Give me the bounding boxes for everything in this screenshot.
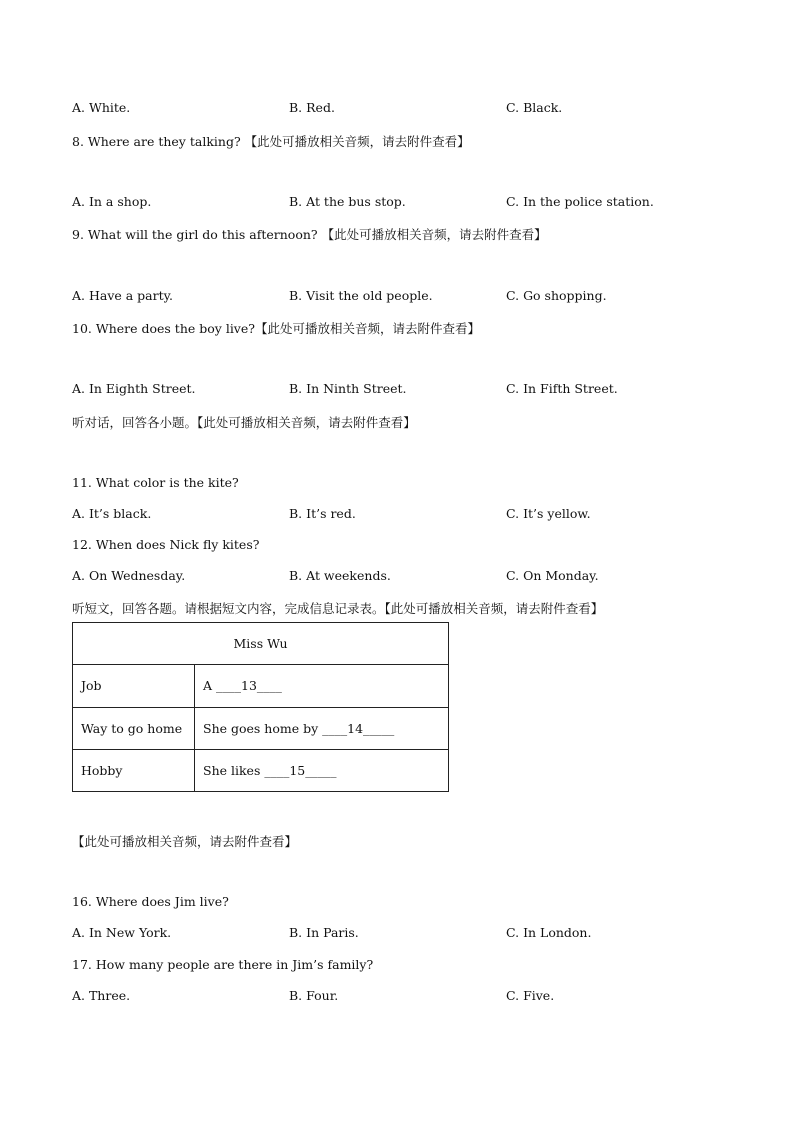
table-value-job: A ____13____: [195, 665, 449, 707]
q17-option-c: C. Five.: [506, 988, 555, 1003]
q8-option-b: B. At the bus stop.: [289, 194, 406, 209]
q12-option-b: B. At weekends.: [289, 568, 391, 583]
q12-option-a: A. On Wednesday.: [72, 568, 186, 583]
table-key-hobby: Hobby: [73, 749, 195, 791]
table-key-job: Job: [73, 665, 195, 707]
q11-option-b: B. It’s red.: [289, 506, 356, 521]
section-instruction-passage: 听短文，回答各题。请根据短文内容，完成信息记录表。【此处可播放相关音频，请去附件查看】: [72, 601, 604, 616]
q17-option-b: B. Four.: [289, 988, 339, 1003]
table-row: [73, 665, 449, 707]
q16-question: 16. Where does Jim live?: [72, 894, 229, 909]
q8-option-c: C. In the police station.: [506, 194, 654, 209]
q8-option-a: A. In a shop.: [72, 194, 152, 209]
table-row: [73, 707, 449, 749]
info-record-table: [72, 622, 449, 792]
q7-option-a: A. White.: [72, 100, 131, 115]
q9-option-c: C. Go shopping.: [506, 288, 607, 303]
q9-option-b: B. Visit the old people.: [289, 288, 433, 303]
table-header-row: [73, 623, 449, 665]
q16-option-a: A. In New York.: [72, 925, 172, 940]
q10-option-b: B. In Ninth Street.: [289, 381, 407, 396]
q16-option-c: C. In London.: [506, 925, 592, 940]
q9-question: 9. What will the girl do this afternoon? 【此处可播放相关音频，请去附件查看】: [72, 227, 547, 242]
q11-option-a: A. It’s black.: [72, 506, 152, 521]
q7-option-b: B. Red.: [289, 100, 335, 115]
audio-note: 【此处可播放相关音频，请去附件查看】: [72, 834, 298, 849]
q12-option-c: C. On Monday.: [506, 568, 599, 583]
table-value-way-home: She goes home by ____14_____: [195, 707, 449, 749]
table-row: [73, 749, 449, 791]
table-header: Miss Wu: [73, 623, 449, 665]
q17-question: 17. How many people are there in Jim’s family?: [72, 957, 374, 972]
q9-option-a: A. Have a party.: [72, 288, 174, 303]
q10-option-a: A. In Eighth Street.: [72, 381, 196, 396]
q8-question: 8. Where are they talking? 【此处可播放相关音频，请去附件查看】: [72, 134, 470, 149]
q10-option-c: C. In Fifth Street.: [506, 381, 618, 396]
section-instruction-dialogue: 听对话，回答各小题。【此处可播放相关音频，请去附件查看】: [72, 415, 416, 430]
q10-question: 10. Where does the boy live?【此处可播放相关音频，请去附件查看】: [72, 321, 480, 336]
q17-option-a: A. Three.: [72, 988, 131, 1003]
q16-option-b: B. In Paris.: [289, 925, 359, 940]
q7-option-c: C. Black.: [506, 100, 563, 115]
q12-question: 12. When does Nick fly kites?: [72, 537, 260, 552]
q11-question: 11. What color is the kite?: [72, 475, 239, 490]
q11-option-c: C. It’s yellow.: [506, 506, 591, 521]
table-key-way-home: Way to go home: [73, 707, 195, 749]
table-value-hobby: She likes ____15_____: [195, 749, 449, 791]
